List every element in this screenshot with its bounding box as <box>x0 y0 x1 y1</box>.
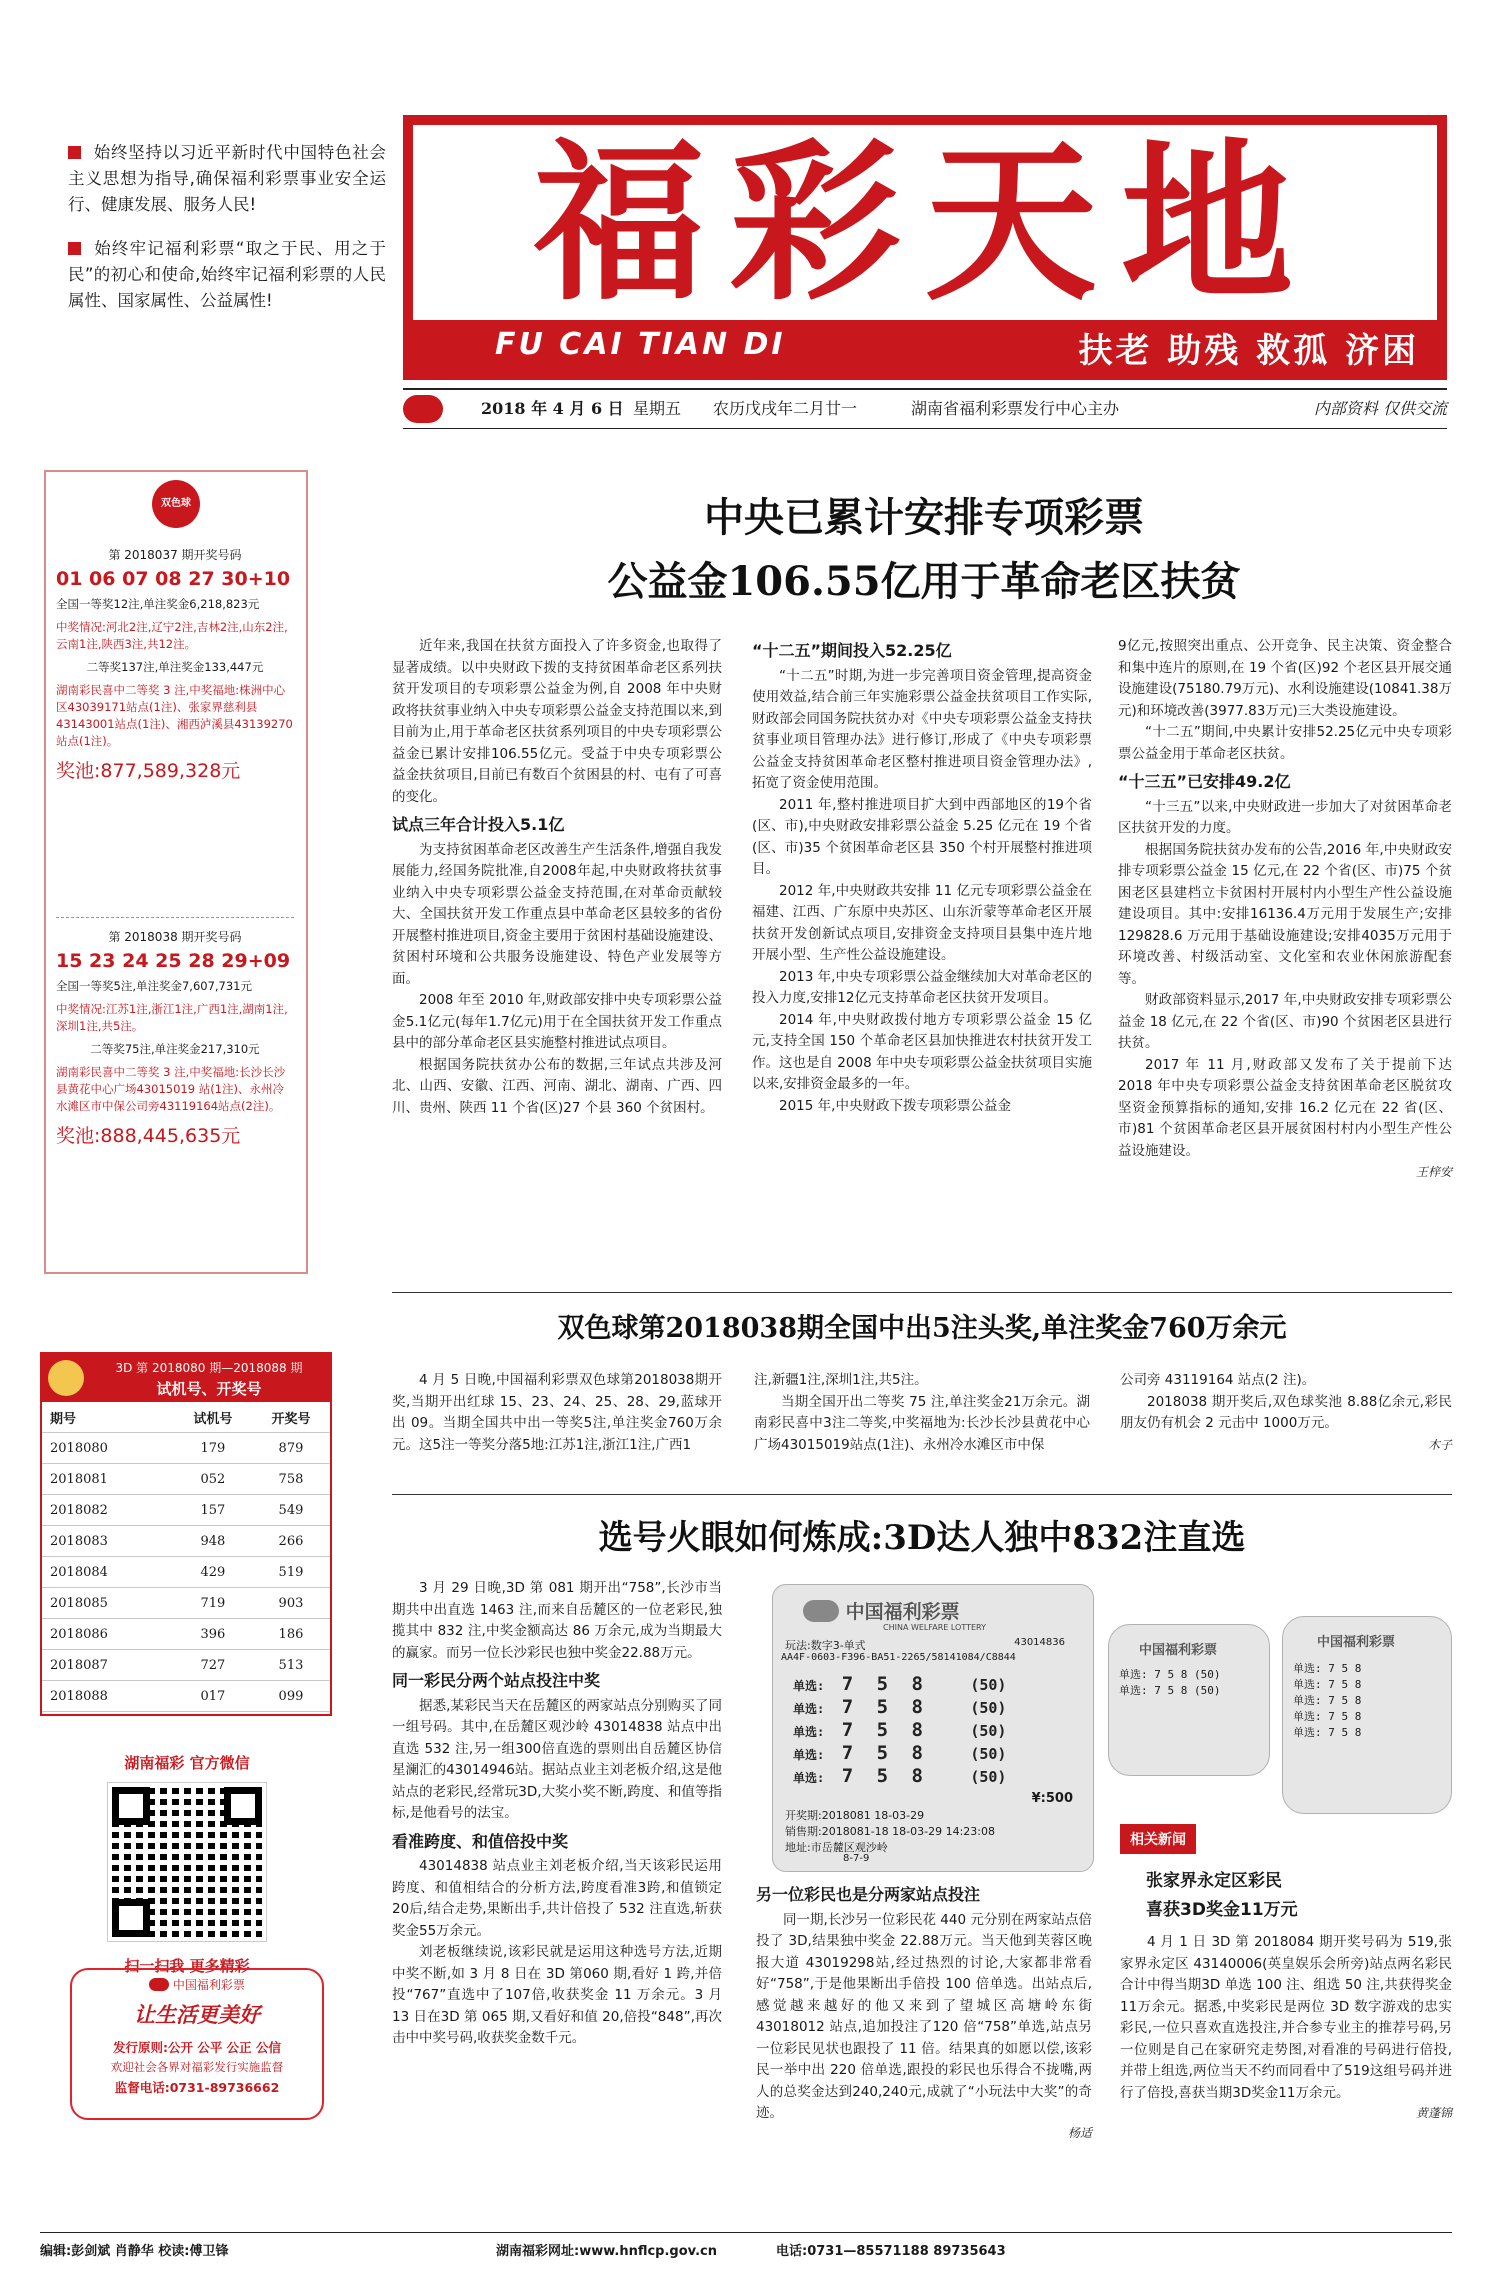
line-multiple: (50) <box>970 1722 1007 1740</box>
masthead-slogan: 扶老 助残 救孤 济困 <box>1078 331 1419 371</box>
paragraph: “十二五”时期,为进一步完善项目资金管理,提高资金使用效益,结合前三年实施彩票公益金扶贫项目工作实际,财政部会同国务院扶贫办对《中央专项彩票公益金支持扶贫事业项目管理办法》进行修订,形成了《中央专项彩票公益金支持贫困革命老区整村推进项目资金管理办法》,拓宽了资金使用范围。 <box>752 667 1092 791</box>
ticket-play: 玩法:数字3-单式 <box>785 1639 866 1652</box>
cell-issue: 2018082 <box>42 1495 174 1526</box>
article1-col3 <box>1118 636 1452 1184</box>
ticket-code: AA4F-0603-F396-BA51-2265/58141084/C8844 <box>781 1652 1016 1663</box>
subheading: “十二五”期间投入52.25亿 <box>752 641 952 660</box>
welfare-logo-icon <box>803 1600 839 1622</box>
draw2-second-prize: 二等奖75注,单注奖金217,310元 <box>90 1042 260 1056</box>
trial-table-head <box>42 1402 330 1433</box>
line-label: 单选: <box>1293 1694 1322 1707</box>
lottery-results-box <box>44 470 308 1274</box>
paragraph: 当期全国开出二等奖 75 注,单注奖金21万余元。湖南彩民喜中3注二等奖,中奖福地为:长沙长沙县黄花中心广场43015019站点(1注)、永州冷水滩区市中保 <box>754 1393 1090 1453</box>
paragraph: 同一期,长沙另一位彩民花 440 元分别在两家站点倍投了 3D,结果独中奖金 22.88万元。当天他到芙蓉区晚报大道 43019298站,经过热烈的讨论,大家都非常看好“758”,于是他果断出手倍投 100 倍单选。出站点后,感觉越来越好的他又来到了望城区高塘岭东街 43018012 站点,追加投注了120 倍“758”单选,站点另一位彩民见状也跟投了 11 倍。结果真的如愿以偿,该彩民一举中出 220 倍单选,跟投的彩民也乐得合不拢嘴,两人的总奖金达到240,240元,成就了“小玩法中大奖”的奇迹。 <box>756 1911 1092 2121</box>
line-label: 单选: <box>793 1771 825 1785</box>
paragraph: 2013 年,中央专项彩票公益金继续加大对革命老区的投入力度,安排12亿元支持革命老区扶贫开发项目。 <box>752 968 1092 1006</box>
bullet-square <box>68 242 81 255</box>
trial-number-table-box <box>40 1352 332 1716</box>
line-digits: 7 5 8 <box>841 1765 929 1787</box>
article2-col2 <box>754 1370 1090 1456</box>
paragraph: 2011 年,整村推进项目扩大到中西部地区的19个省(区、市),中央财政安排彩票公益金 5.25 亿元在 19 个省(区、市)35 个贫困革命老区县 350 个村开展整村推进项目。 <box>752 796 1092 877</box>
lottery-ticket-image <box>772 1584 1094 1872</box>
footer-phone: 电话:0731—85571188 89735643 <box>776 2244 1006 2259</box>
paragraph: 2015 年,中央财政下拨专项彩票公益金 <box>779 1097 1011 1114</box>
masthead-pinyin: FU CAI TIAN DI <box>495 327 786 362</box>
draw2-title: 第 2018038 期开奖号码 <box>108 930 242 944</box>
trial-table-header <box>42 1354 330 1402</box>
cell-issue: 2018088 <box>42 1681 174 1712</box>
paragraph: 2014 年,中央财政拨付地方专项彩票公益金 15 亿元,支持全国 150 个革命老区县加快推进农村扶贫开发工作。这也是自 2008 年中央专项彩票公益金扶贫项目实施以来,安排资金最多的一年。 <box>752 1011 1092 1092</box>
dateline-publisher: 湖南省福利彩票发行中心主办 <box>911 399 1120 418</box>
paragraph: 近年来,我国在扶贫方面投入了许多资金,也取得了显著成绩。以中央财政下拨的支持贫困革命老区系列扶贫开发项目的专项彩票公益金为例,自 2008 年中央财政将扶贫事业纳入中央专项彩票公益金支持范围以来,到目前为止,用于革命老区扶贫系列项目的中央专项彩票公益金已累计安排106.55亿元。受益于中央专项彩票公益金扶贫项目,目前已有数百个贫困县的村、屯有了可喜的变化。 <box>392 638 722 805</box>
small-ticket-line <box>1293 1661 1361 1677</box>
double-color-ball-logo <box>152 480 200 528</box>
line-multiple: (50) <box>1194 1684 1221 1697</box>
footer-website: 湖南福彩网址:www.hnflcp.gov.cn <box>496 2244 717 2259</box>
wechat-title: 湖南福彩 官方微信 <box>124 1754 250 1772</box>
line-digits: 7 5 8 <box>841 1742 929 1764</box>
paragraph: 3 月 29 日晚,3D 第 081 期开出“758”,长沙市当期共中出直选 1463 注,而来自岳麓区的一位老彩民,独揽其中 832 注,中奖金额高达 86 万余元,成为当期最大的赢家。而另一位长沙彩民也独中奖金22.88万元。 <box>392 1580 722 1661</box>
subheading: 看准跨度、和值倍投中奖 <box>392 1831 569 1851</box>
cell-draw: 758 <box>252 1464 330 1495</box>
line-digits: 7 5 8 <box>841 1719 929 1741</box>
paragraph: 43014838 站点业主刘老板介绍,当天该彩民运用跨度、和值相结合的分析方法,跨度看准3跨,和值锁定20后,结合走势,果断出手,共计倍投了 532 注直选,斩获奖金55万余元。 <box>392 1858 722 1939</box>
line-multiple: (50) <box>970 1745 1007 1763</box>
cell-issue: 2018084 <box>42 1557 174 1588</box>
draw2 <box>56 928 294 1148</box>
cell-draw: 549 <box>252 1495 330 1526</box>
draw1-second-prize: 二等奖137注,单注奖金133,447元 <box>86 660 264 674</box>
cell-trial: 396 <box>174 1619 252 1650</box>
trial-table <box>42 1402 330 1712</box>
dateline-top-rule <box>403 388 1447 390</box>
byline: 木子 <box>1427 1437 1452 1452</box>
draw2-winners: 中奖情况:江苏1注,浙江1注,广西1注,湖南1注,深圳1注,共5注。 <box>56 1002 288 1033</box>
small-ticket-line <box>1119 1667 1221 1683</box>
ticket-logo-text: 中国福利彩票 <box>845 1601 960 1623</box>
line-label: 单选: <box>1293 1710 1322 1723</box>
brand-slogan: 让生活更美好 <box>134 2002 260 2027</box>
ticket-line <box>793 1673 1083 1696</box>
draw1 <box>56 546 294 783</box>
draw1-hunan: 湖南彩民喜中二等奖 3 注,中奖福地:株洲中心区43039171站点(1注)、张家界慈利县43143001站点(1注)、湘西泸溪县43139270站点(1注)。 <box>56 683 293 748</box>
line-digits: 7 5 8 <box>841 1696 929 1718</box>
small-ticket-logo: 中国福利彩票 <box>1139 1643 1218 1658</box>
cell-trial: 179 <box>174 1433 252 1464</box>
line-digits: 7 5 8 <box>1328 1694 1362 1707</box>
ticket-station: 43014836 <box>1014 1637 1065 1648</box>
table-row <box>42 1495 330 1526</box>
footer-editors: 编辑:彭剑斌 肖静华 校读:傅卫锋 <box>40 2244 229 2259</box>
paragraph: 为支持贫困革命老区改善生产生活条件,增强自我发展能力,经国务院批准,自2008年起,中央财政将扶贫事业纳入中央专项彩票公益金支持范围,在对革命贡献较大、全国扶贫开发工作重点县中革命老区县较多的省份开展整村推进项目,资金主要用于贫困村基础设施建设、贫困村环境和公共服务设施建设、特色产业发展等方面。 <box>392 841 722 987</box>
cell-draw: 099 <box>252 1681 330 1712</box>
table-row <box>42 1650 330 1681</box>
cell-draw: 903 <box>252 1588 330 1619</box>
line-label: 单选: <box>793 1702 825 1716</box>
related-title-2: 喜获3D奖金11万元 <box>1146 1900 1298 1920</box>
paragraph: 根据国务院扶贫办公布的数据,三年试点共涉及河北、山西、安徽、江西、河南、湖北、湖南、广西、四川、贵州、陕西 11 个省(区)27 个县 360 个贫困村。 <box>392 1056 722 1116</box>
related-news <box>1120 1824 1452 2121</box>
line-digits: 7 5 8 <box>1154 1684 1188 1697</box>
ticket-lines <box>793 1673 1083 1788</box>
article-divider <box>392 1292 1452 1293</box>
article1-col2 <box>752 640 1092 1117</box>
small-ticket-lines <box>1293 1661 1361 1741</box>
draw1-pool: 奖池:877,589,328元 <box>56 760 241 782</box>
qr-code-icon[interactable] <box>108 1783 266 1941</box>
paragraph: “十二五”期间,中央累计安排52.25亿元中央专项彩票公益金用于革命老区扶贫。 <box>1118 724 1452 762</box>
dateline <box>403 392 1447 426</box>
line-multiple: (50) <box>970 1768 1007 1786</box>
article2-col1 <box>392 1370 722 1456</box>
paragraph: 2012 年,中央财政共安排 11 亿元专项彩票公益金在福建、江西、广东原中央苏区、山东沂蒙等革命老区开展扶贫开发创新试点项目,安排资金支持项目县集中连片地开展小型、生产性公益设施建设。 <box>752 882 1092 963</box>
welfare-logo-icon <box>149 1978 169 1991</box>
small-ticket-line <box>1293 1725 1361 1741</box>
paragraph-continued: 公司旁 43119164 站点(2 注)。 <box>1120 1372 1316 1388</box>
line-multiple: (50) <box>970 1699 1007 1717</box>
lottery-ticket-image-small <box>1282 1616 1452 1814</box>
line-digits: 7 5 8 <box>1154 1668 1188 1681</box>
article3-headline: 选号火眼如何炼成:3D达人独中832注直选 <box>598 1518 1246 1558</box>
lottery-ticket-image-small <box>1108 1624 1270 1776</box>
brand-public-notice: 欢迎社会各界对福彩发行实施监督 <box>110 2060 284 2074</box>
ticket-draw-line1: 开奖期:2018081 18-03-29 <box>785 1809 925 1822</box>
draw1-first-prize: 全国一等奖12注,单注奖金6,218,823元 <box>56 597 260 611</box>
table-row <box>42 1588 330 1619</box>
ticket-line <box>793 1742 1083 1765</box>
small-ticket-line <box>1293 1693 1361 1709</box>
cell-trial: 719 <box>174 1588 252 1619</box>
line-label: 单选: <box>1293 1678 1322 1691</box>
dateline-weekday: 星期五 <box>633 399 682 418</box>
draw2-first-prize: 全国一等奖5注,单注奖金7,607,731元 <box>56 979 252 993</box>
brand-logo-text: 中国福利彩票 <box>172 1978 245 1992</box>
ticket-draw-line2: 销售期:2018081-18 18-03-29 14:23:08 <box>785 1825 995 1838</box>
paragraph-continued: 注,新疆1注,深圳1注,共5注。 <box>754 1372 928 1388</box>
line-digits: 7 5 8 <box>1328 1678 1362 1691</box>
cell-draw: 519 <box>252 1557 330 1588</box>
brand-box <box>70 1968 324 2120</box>
subheading: 试点三年合计投入5.1亿 <box>392 815 565 834</box>
line-label: 单选: <box>1119 1668 1148 1681</box>
dateline-bottom-rule <box>403 428 1447 429</box>
subheading: 同一彩民分两个站点投注中奖 <box>392 1671 601 1690</box>
cell-issue: 2018085 <box>42 1588 174 1619</box>
article1-headline-2: 公益金106.55亿用于革命老区扶贫 <box>607 558 1241 605</box>
article2-headline: 双色球第2018038期全国中出5注头奖,单注奖金760万余元 <box>557 1313 1287 1344</box>
cell-trial: 017 <box>174 1681 252 1712</box>
ticket-address: 地址:市岳麓区观沙岭 <box>785 1841 888 1854</box>
dateline-date: 2018 年 4 月 6 日 <box>481 399 624 418</box>
cell-issue: 2018080 <box>42 1433 174 1464</box>
cell-trial: 948 <box>174 1526 252 1557</box>
mascot-icon <box>48 1360 84 1396</box>
line-digits: 7 5 8 <box>1328 1710 1362 1723</box>
small-ticket-logo: 中国福利彩票 <box>1317 1635 1396 1650</box>
masthead-title: 福彩天地 <box>533 121 1317 324</box>
cell-issue: 2018087 <box>42 1650 174 1681</box>
draw1-title: 第 2018037 期开奖号码 <box>108 548 242 562</box>
brand-principle: 发行原则:公开 公平 公正 公信 <box>112 2040 282 2055</box>
table-row <box>42 1681 330 1712</box>
draw2-pool: 奖池:888,445,635元 <box>56 1125 241 1147</box>
brand-hotline: 监督电话:0731-89736662 <box>114 2080 280 2095</box>
article2-col3 <box>1120 1370 1452 1456</box>
cell-issue: 2018083 <box>42 1526 174 1557</box>
byline: 黄蓬锦 <box>1415 2106 1452 2120</box>
line-digits: 7 5 8 <box>1328 1662 1362 1675</box>
cell-draw: 266 <box>252 1526 330 1557</box>
line-label: 单选: <box>1293 1662 1322 1675</box>
footer <box>40 2240 1452 2264</box>
paragraph: 根据国务院扶贫办发布的公告,2016 年,中央财政安排专项彩票公益金 15 亿元,在 22 个省(区、市)75 个贫困老区县建档立卡贫困村开展村内小型生产性公益设施建设项目。其中:安排16136.4万元用于发展生产;安排 129828.6 万元用于基础设施建设;安排4035万元用于环境改善、村级活动室、文化室和农业休闲旅游配套等。 <box>1118 841 1452 987</box>
dateline-lunar: 农历戊戌年二月廿一 <box>713 399 858 418</box>
ticket-line <box>793 1719 1083 1742</box>
small-ticket-line <box>1293 1709 1361 1725</box>
paragraph: 4 月 5 日晚,中国福利彩票双色球第2018038期开奖,当期开出红球 15、23、24、25、28、29,蓝球开出 09。当期全国共中出一等奖5注,单注奖金760万余元。这5注一等奖分落5地:江苏1注,浙江1注,广西1 <box>392 1372 722 1453</box>
cell-issue: 2018086 <box>42 1619 174 1650</box>
bullet-square <box>68 146 81 159</box>
ticket-logo <box>803 1597 960 1624</box>
trial-header-line2: 试机号、开奖号 <box>156 1380 262 1398</box>
subheading: “十三五”已安排49.2亿 <box>1118 772 1291 791</box>
welfare-logo-icon <box>403 395 443 423</box>
draw2-numbers: 15 23 24 25 28 29+09 <box>56 950 291 972</box>
wechat-caption: 扫一扫我 更多精彩 <box>124 1957 250 1975</box>
cell-trial: 052 <box>174 1464 252 1495</box>
col-header: 开奖号 <box>252 1402 330 1433</box>
draw1-numbers: 01 06 07 08 27 30+10 <box>56 568 291 590</box>
small-ticket-line <box>1119 1683 1221 1699</box>
article3-col2 <box>756 1884 1092 2144</box>
paragraph: 刘老板继续说,该彩民就是运用这种选号方法,近期中奖不断,如 3 月 8 日在 3D 第060 期,看好 1 跨,并倍投“767”直选中了107倍,收获奖金 11 万余元。3 月 13 日在3D 第 065 期,又看好和值 20,倍投“848”,再次击中中奖号码,收获奖金数千元。 <box>392 1944 722 2046</box>
paragraph: “十三五”以来,中央财政进一步加大了对贫困革命老区扶贫开发的力度。 <box>1118 798 1452 836</box>
ticket-logo-en: CHINA WELFARE LOTTERY <box>883 1623 986 1632</box>
intro-item-1: 始终坚持以习近平新时代中国特色社会主义思想为指导,确保福利彩票事业安全运行、健康发展、服务人民! <box>68 143 386 214</box>
article1-headline-1: 中央已累计安排专项彩票 <box>704 494 1144 541</box>
brand-logo <box>72 1976 322 1993</box>
line-digits: 7 5 8 <box>841 1673 929 1695</box>
ticket-total: ¥:500 <box>1031 1791 1073 1806</box>
col-header: 试机号 <box>174 1402 252 1433</box>
ticket-line <box>793 1765 1083 1788</box>
line-label: 单选: <box>793 1679 825 1693</box>
masthead <box>403 115 1447 380</box>
cell-issue: 2018081 <box>42 1464 174 1495</box>
cell-trial: 727 <box>174 1650 252 1681</box>
ticket-line <box>793 1696 1083 1719</box>
line-label: 单选: <box>793 1748 825 1762</box>
article3-col1 <box>392 1578 722 2050</box>
line-multiple: (50) <box>1194 1668 1221 1681</box>
cell-trial: 429 <box>174 1557 252 1588</box>
table-row <box>42 1526 330 1557</box>
paragraph: 据悉,某彩民当天在岳麓区的两家站点分别购买了同一组号码。其中,在岳麓区观沙岭 43014838 站点中出直选 532 注,另一组300倍直选的票则出自岳麓区协信星澜汇的43014946站。据站点业主刘老板介绍,这是他站点的老彩民,经常玩3D,大奖小奖不断,跨度、和值等指标,是他看号的法宝。 <box>392 1697 722 1821</box>
line-label: 单选: <box>1119 1684 1148 1697</box>
cell-trial: 157 <box>174 1495 252 1526</box>
trial-header-line1: 3D 第 2018080 期—2018088 期 <box>115 1361 303 1375</box>
ticket-slogan: 8-7-9 <box>843 1853 870 1864</box>
small-ticket-lines <box>1119 1667 1221 1699</box>
cell-draw: 879 <box>252 1433 330 1464</box>
draw-divider <box>56 917 294 918</box>
paragraph-continued: 9亿元,按照突出重点、公开竞争、民主决策、资金整合和集中连片的原则,在 19 个省(区)92 个老区县开展交通设施建设(75180.79万元)、水利设施建设(10841.38万元)和环境改善(3977.83万元)三大类设施建设。 <box>1118 638 1452 719</box>
cell-draw: 513 <box>252 1650 330 1681</box>
line-digits: 7 5 8 <box>1328 1726 1362 1739</box>
small-ticket-line <box>1293 1677 1361 1693</box>
table-row <box>42 1619 330 1650</box>
byline: 杨适 <box>1067 2125 1092 2140</box>
intro-item-2: 始终牢记福利彩票“取之于民、用之于民”的初心和使命,始终牢记福利彩票的人民属性、国家属性、公益属性! <box>68 239 386 310</box>
wechat-section <box>82 1752 292 1976</box>
draw1-winners: 中奖情况:河北2注,辽宁2注,吉林2注,山东2注,云南1注,陕西3注,共12注。 <box>56 620 288 651</box>
paragraph: 2008 年至 2010 年,财政部安排中央专项彩票公益金5.1亿元(每年1.7亿元)用于在全国扶贫开发工作重点县中的部分革命老区县实施整村推进试点项目。 <box>392 992 722 1051</box>
paragraph: 2018038 期开奖后,双色球奖池 8.88亿余元,彩民朋友仍有机会 2 元击中 1000万元。 <box>1120 1393 1452 1431</box>
logo-text: 双色球 <box>161 498 191 509</box>
table-row <box>42 1433 330 1464</box>
article1-col1 <box>392 636 722 1119</box>
byline: 王梓安 <box>1415 1165 1452 1179</box>
line-label: 单选: <box>793 1725 825 1739</box>
related-news-label: 相关新闻 <box>1120 1824 1196 1854</box>
footer-rule <box>40 2232 1452 2233</box>
cell-draw: 186 <box>252 1619 330 1650</box>
related-title-1: 张家界永定区彩民 <box>1146 1871 1282 1891</box>
paragraph: 财政部资料显示,2017 年,中央财政安排专项彩票公益金 18 亿元,在 22 个省(区、市)90 个贫困老区县进行扶贫。 <box>1118 992 1452 1051</box>
table-row <box>42 1557 330 1588</box>
article-divider <box>392 1494 1452 1495</box>
table-row <box>42 1464 330 1495</box>
line-label: 单选: <box>1293 1726 1322 1739</box>
col-header: 期号 <box>42 1402 174 1433</box>
paragraph: 2017 年 11 月,财政部又发布了关于提前下达 2018 年中央专项彩票公益金支持贫困革命老区脱贫攻坚资金预算指标的通知,安排 16.2 亿元在 22 省(区、市)81 个贫困革命老区县开展贫困村村内小型生产性公益设施建设。 <box>1118 1056 1452 1159</box>
related-body <box>1120 1932 1452 2104</box>
paragraph: 4 月 1 日 3D 第 2018084 期开奖号码为 519,张家界永定区 43140006(英皇娱乐会所旁)站点两名彩民合计中得当期3D 单选 100 注、组选 50 注,共获得奖金 11万余元。据悉,中奖彩民是两位 3D 数字游戏的忠实彩民,一位只喜欢直选投注,并合参专业主的推荐号码,另一位则是自己在家研究走势图,对看准的号码进行倍投,并带上组选,两位当天不约而同看中了519这组号码并进行了倍投,喜获当期3D奖金11万余元。 <box>1120 1934 1452 2101</box>
dateline-note: 内部资料 仅供交流 <box>1313 399 1447 418</box>
line-multiple: (50) <box>970 1676 1007 1694</box>
intro-block <box>68 140 386 314</box>
subheading: 另一位彩民也是分两家站点投注 <box>756 1885 981 1904</box>
draw2-hunan: 湖南彩民喜中二等奖 3 注,中奖福地:长沙长沙县黄花中心广场43015019 站(1注)、永州冷水滩区市中保公司旁43119164站点(2注)。 <box>56 1065 286 1113</box>
